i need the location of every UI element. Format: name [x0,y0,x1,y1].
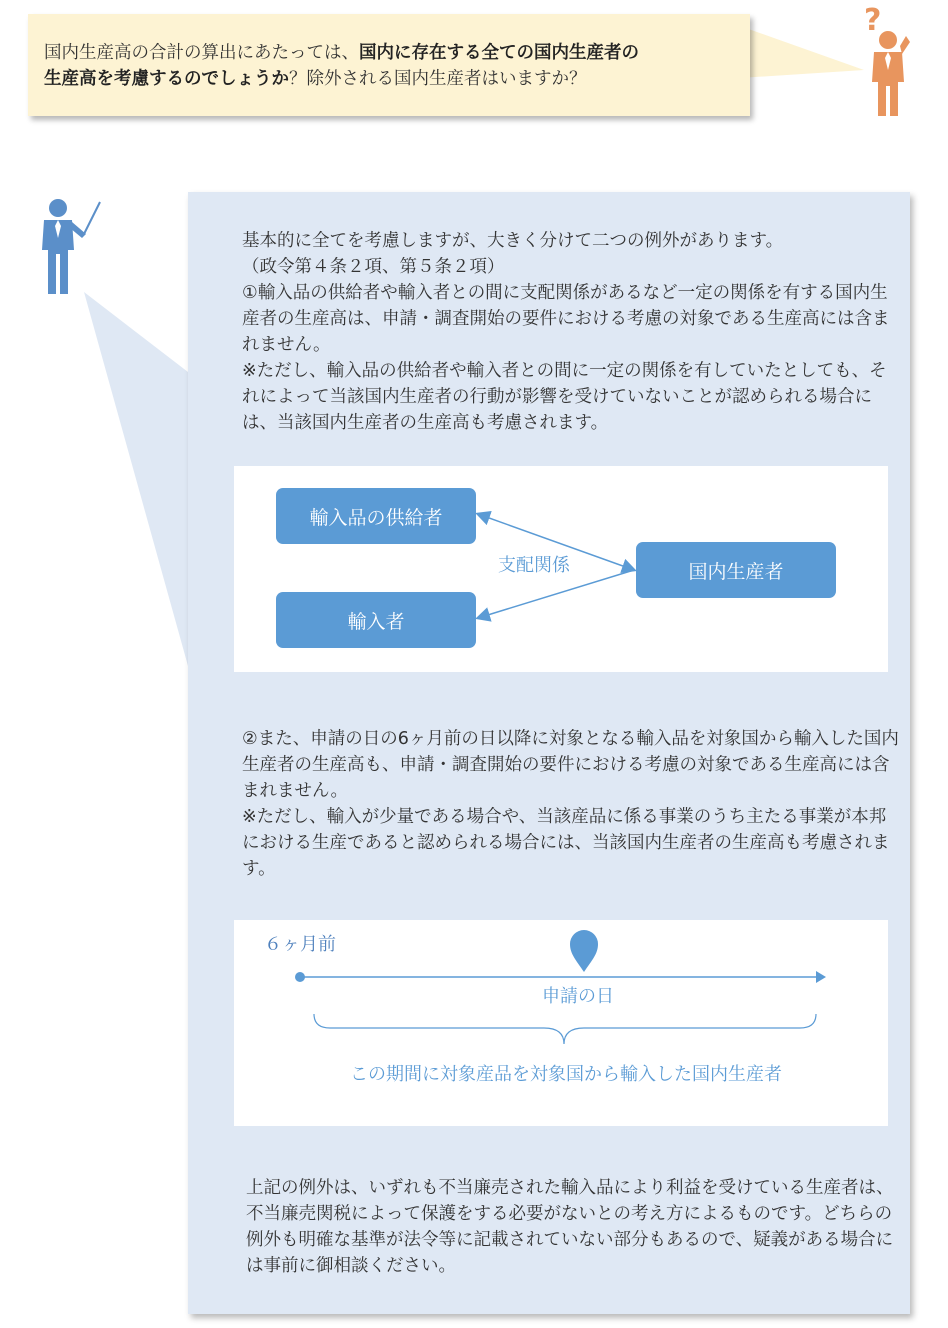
timeline-diagram [234,920,888,1126]
question-text [44,40,744,92]
confused-person-icon [852,2,918,120]
application-date-label: 申請の日 [542,986,614,1007]
relationship-diagram [234,466,888,672]
answer-panel-tail [84,292,194,672]
answer-paragraph-3: 上記の例外は、いずれも不当廉売された輸入品により利益を受けている生産者は、不当廉売関税によって保護をする必要がないとの考え方によるものです。どちらの例外も明確な基準が法令等に記載されていない部分もあるので、疑義がある場合には事前に御相談ください。 [246,1178,894,1276]
period-brace [314,1014,816,1044]
application-date-pin-icon [570,930,598,972]
timeline-arrowhead [816,971,826,983]
arrow-importer-producer [478,570,634,618]
question-line2-bold: 生産高を考慮するのでしょうか [44,69,289,89]
supplier-box: 輸入品の供給者 [276,488,476,544]
question-bubble-tail [740,20,870,100]
timeline-start-dot [295,972,305,982]
answer-paragraph-2: ②また、申請の日の6ヶ月前の日以降に対象となる輸入品を対象国から輸入した国内生産者の生産高も、申請・調査開始の要件における考慮の対象である生産高には含まれません。 ※ただし、輸入が少量である場合や、当該産品に係る事業のうち主たる事業が本邦における生産であると認められる場合には、当該国内生産者の生産高も考慮されます。 [242,729,899,879]
six-months-before-label: ６ヶ月前 [264,934,336,955]
period-description-label: この期間に対象産品を対象国から輸入した国内生産者 [350,1064,782,1085]
question-line1-bold: 国内に存在する全ての国内生産者の [359,43,639,63]
question-line2-plain: ？除外される国内生産者はいますか？ [289,69,587,89]
question-line1-plain: 国内生産高の合計の算出にあたっては、 [44,43,359,63]
domestic-producer-box: 国内生産者 [636,542,836,598]
control-relation-label: 支配関係 [498,555,570,576]
presenter-person-icon [30,194,102,298]
answer-paragraph-1: 基本的に全てを考慮しますが、大きく分けて二つの例外があります。 （政令第４条２項、第５条２項） ①輸入品の供給者や輸入者との間に支配関係があるなど一定の関係を有する国内生産者の生産高は、申請・調査開始の要件における考慮の対象である生産高には含まれません。 ※ただし、輸入品の供給者や輸入者との間に一定の関係を有していたとしても、それによって当該国内生産者の行動が影響を受けていないことが認められる場合には、当該国内生産者の生産高も考慮されます。 [242,231,890,433]
svg-text:?: ? [864,3,882,38]
importer-box: 輸入者 [276,592,476,648]
